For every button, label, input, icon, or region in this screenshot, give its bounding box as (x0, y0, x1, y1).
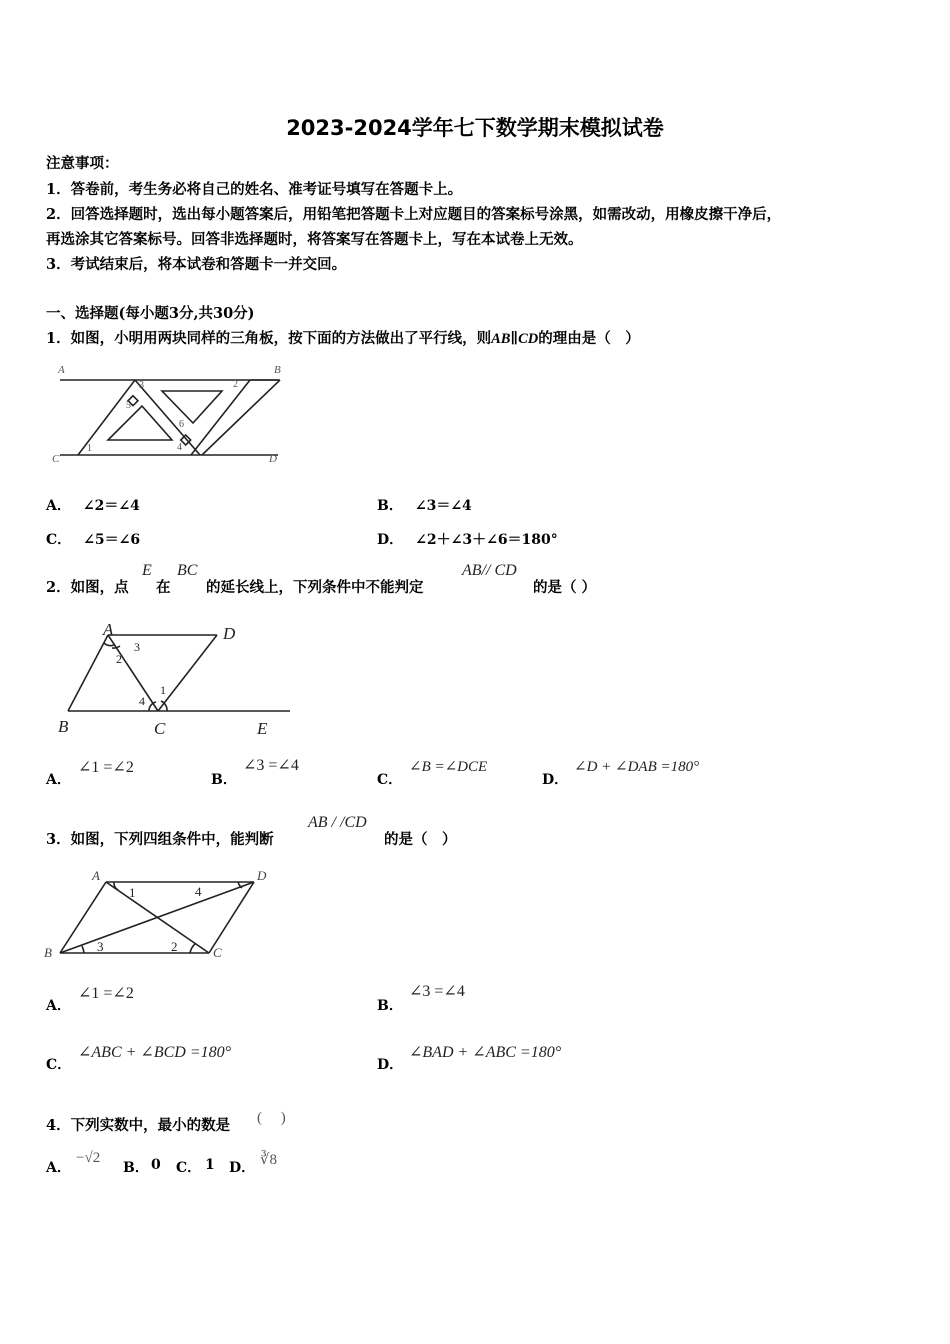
fig3-label-b: B (44, 945, 52, 960)
fig3-angle-2: 2 (171, 939, 178, 954)
q1-option-a[interactable]: A． ∠2＝∠4 (46, 498, 140, 514)
q1-option-c[interactable]: C． ∠5＝∠6 (46, 532, 141, 548)
q2-option-c-letter[interactable]: C． (377, 772, 403, 788)
question-3-text-1: 3．如图，下列四组条件中，能判断 (46, 831, 274, 848)
fig2-label-c: C (154, 719, 166, 738)
question-1-figure (50, 360, 290, 465)
question-2-text-4: 的是（ ） (533, 579, 597, 596)
question-2-math-ab-cd: AB// CD (462, 562, 517, 579)
question-1-text (46, 327, 640, 348)
question-1-text-b: 的理由是（ ） (538, 330, 640, 347)
notice-item: 3．考试结束后，将本试卷和答题卡一并交回。 (46, 256, 347, 273)
question-2-figure (50, 618, 300, 743)
question-2-text-3: 的延长线上，下列条件中不能判定 (206, 579, 424, 596)
q3-option-a-letter[interactable]: A． (46, 998, 71, 1014)
question-3-figure (40, 862, 280, 967)
q2-option-b-letter[interactable]: B． (211, 772, 237, 788)
fig2-label-a: A (103, 620, 114, 639)
notice-heading: 注意事项： (46, 155, 119, 172)
fig3-label-c: C (213, 945, 222, 960)
q4-option-c-text[interactable]: 1 (205, 1157, 215, 1173)
q2-option-b-text[interactable]: ∠3 =∠4 (243, 757, 299, 774)
q1-option-b[interactable]: B． ∠3＝∠4 (377, 498, 472, 514)
q2-option-d-text[interactable]: ∠D + ∠DAB =180° (574, 759, 700, 775)
q3-option-a-text[interactable]: ∠1 =∠2 (78, 985, 134, 1002)
fig2-angle-4: 4 (139, 694, 145, 708)
q4-option-a-letter[interactable]: A． (46, 1160, 71, 1176)
fig1-label-b: B (274, 364, 281, 376)
q4-option-b-letter[interactable]: B． (123, 1160, 149, 1176)
fig3-angle-3: 3 (97, 939, 104, 954)
question-2-text-2: 在 (156, 579, 171, 596)
fig1-angle-2: 2 (233, 379, 238, 390)
notice-item: 1．答卷前，考生务必将自己的姓名、准考证号填写在答题卡上。 (46, 181, 463, 198)
question-2-math-e: E (142, 562, 152, 579)
fig1-label-d: D (269, 453, 277, 465)
question-1-math: AB∥CD (491, 331, 539, 347)
q3-option-d-text[interactable]: ∠BAD + ∠ABC =180° (409, 1044, 562, 1061)
fig2-label-d: D (223, 624, 236, 643)
fig2-label-b: B (58, 717, 69, 736)
question-3-text-2: 的是（ ） (384, 831, 457, 848)
fig2-angle-3: 3 (134, 640, 140, 654)
q2-option-a-letter[interactable]: A． (46, 772, 71, 788)
q3-option-c-text[interactable]: ∠ABC + ∠BCD =180° (78, 1044, 232, 1061)
q1-option-d[interactable]: D． ∠2＋∠3＋∠6＝180° (377, 532, 558, 548)
question-1-text-a: 1．如图，小明用两块同样的三角板，按下面的方法做出了平行线，则 (46, 330, 492, 347)
fig3-angle-4: 4 (195, 884, 202, 899)
q4-option-c-letter[interactable]: C． (176, 1160, 202, 1176)
fig3-label-a: A (92, 868, 100, 883)
q3-option-b-text[interactable]: ∠3 =∠4 (409, 983, 465, 1000)
section-heading: 一、选择题(每小题3分,共30分) (46, 305, 255, 322)
q4-option-d-letter[interactable]: D． (229, 1160, 256, 1176)
fig1-angle-1: 1 (87, 443, 92, 454)
notice-item: 再选涂其它答案标号。回答非选择题时，将答案写在答题卡上，写在本试卷上无效。 (46, 231, 583, 248)
q2-option-d-letter[interactable]: D． (542, 772, 569, 788)
fig3-angle-1: 1 (129, 885, 136, 900)
page-title: 2023-2024学年七下数学期末模拟试卷 (286, 116, 664, 140)
question-4-text: 4．下列实数中，最小的数是 (46, 1117, 231, 1134)
q4-option-d-text[interactable]: ∛8 (260, 1152, 278, 1168)
q3-option-c-letter[interactable]: C． (46, 1057, 72, 1073)
fig2-angle-1: 1 (160, 683, 166, 697)
question-3-math: AB / /CD (308, 814, 367, 831)
question-2-text-1: 2．如图，点 (46, 579, 129, 596)
fig1-angle-4: 4 (177, 442, 182, 453)
fig2-angle-2: 2 (116, 652, 122, 666)
q3-option-b-letter[interactable]: B． (377, 998, 403, 1014)
notice-item: 2．回答选择题时，选出每小题答案后，用铅笔把答题卡上对应题目的答案标号涂黑，如需改动，用橡皮擦干净后， (46, 206, 782, 223)
question-4-paren: ( ) (257, 1110, 286, 1126)
fig1-angle-3: 3 (139, 380, 144, 391)
fig3-label-d: D (257, 868, 267, 883)
q2-option-a-text[interactable]: ∠1 =∠2 (78, 759, 134, 776)
q4-option-a-text[interactable]: −√2 (76, 1150, 101, 1166)
fig1-angle-6: 6 (179, 419, 184, 430)
q2-option-c-text[interactable]: ∠B =∠DCE (409, 759, 488, 775)
q3-option-d-letter[interactable]: D． (377, 1057, 404, 1073)
q4-option-b-text[interactable]: 0 (151, 1157, 161, 1173)
fig1-label-a: A (58, 364, 65, 376)
fig1-label-c: C (52, 453, 60, 465)
fig1-angle-5: 5 (126, 400, 131, 411)
question-2-math-bc: BC (177, 562, 198, 579)
fig2-label-e: E (257, 719, 268, 738)
